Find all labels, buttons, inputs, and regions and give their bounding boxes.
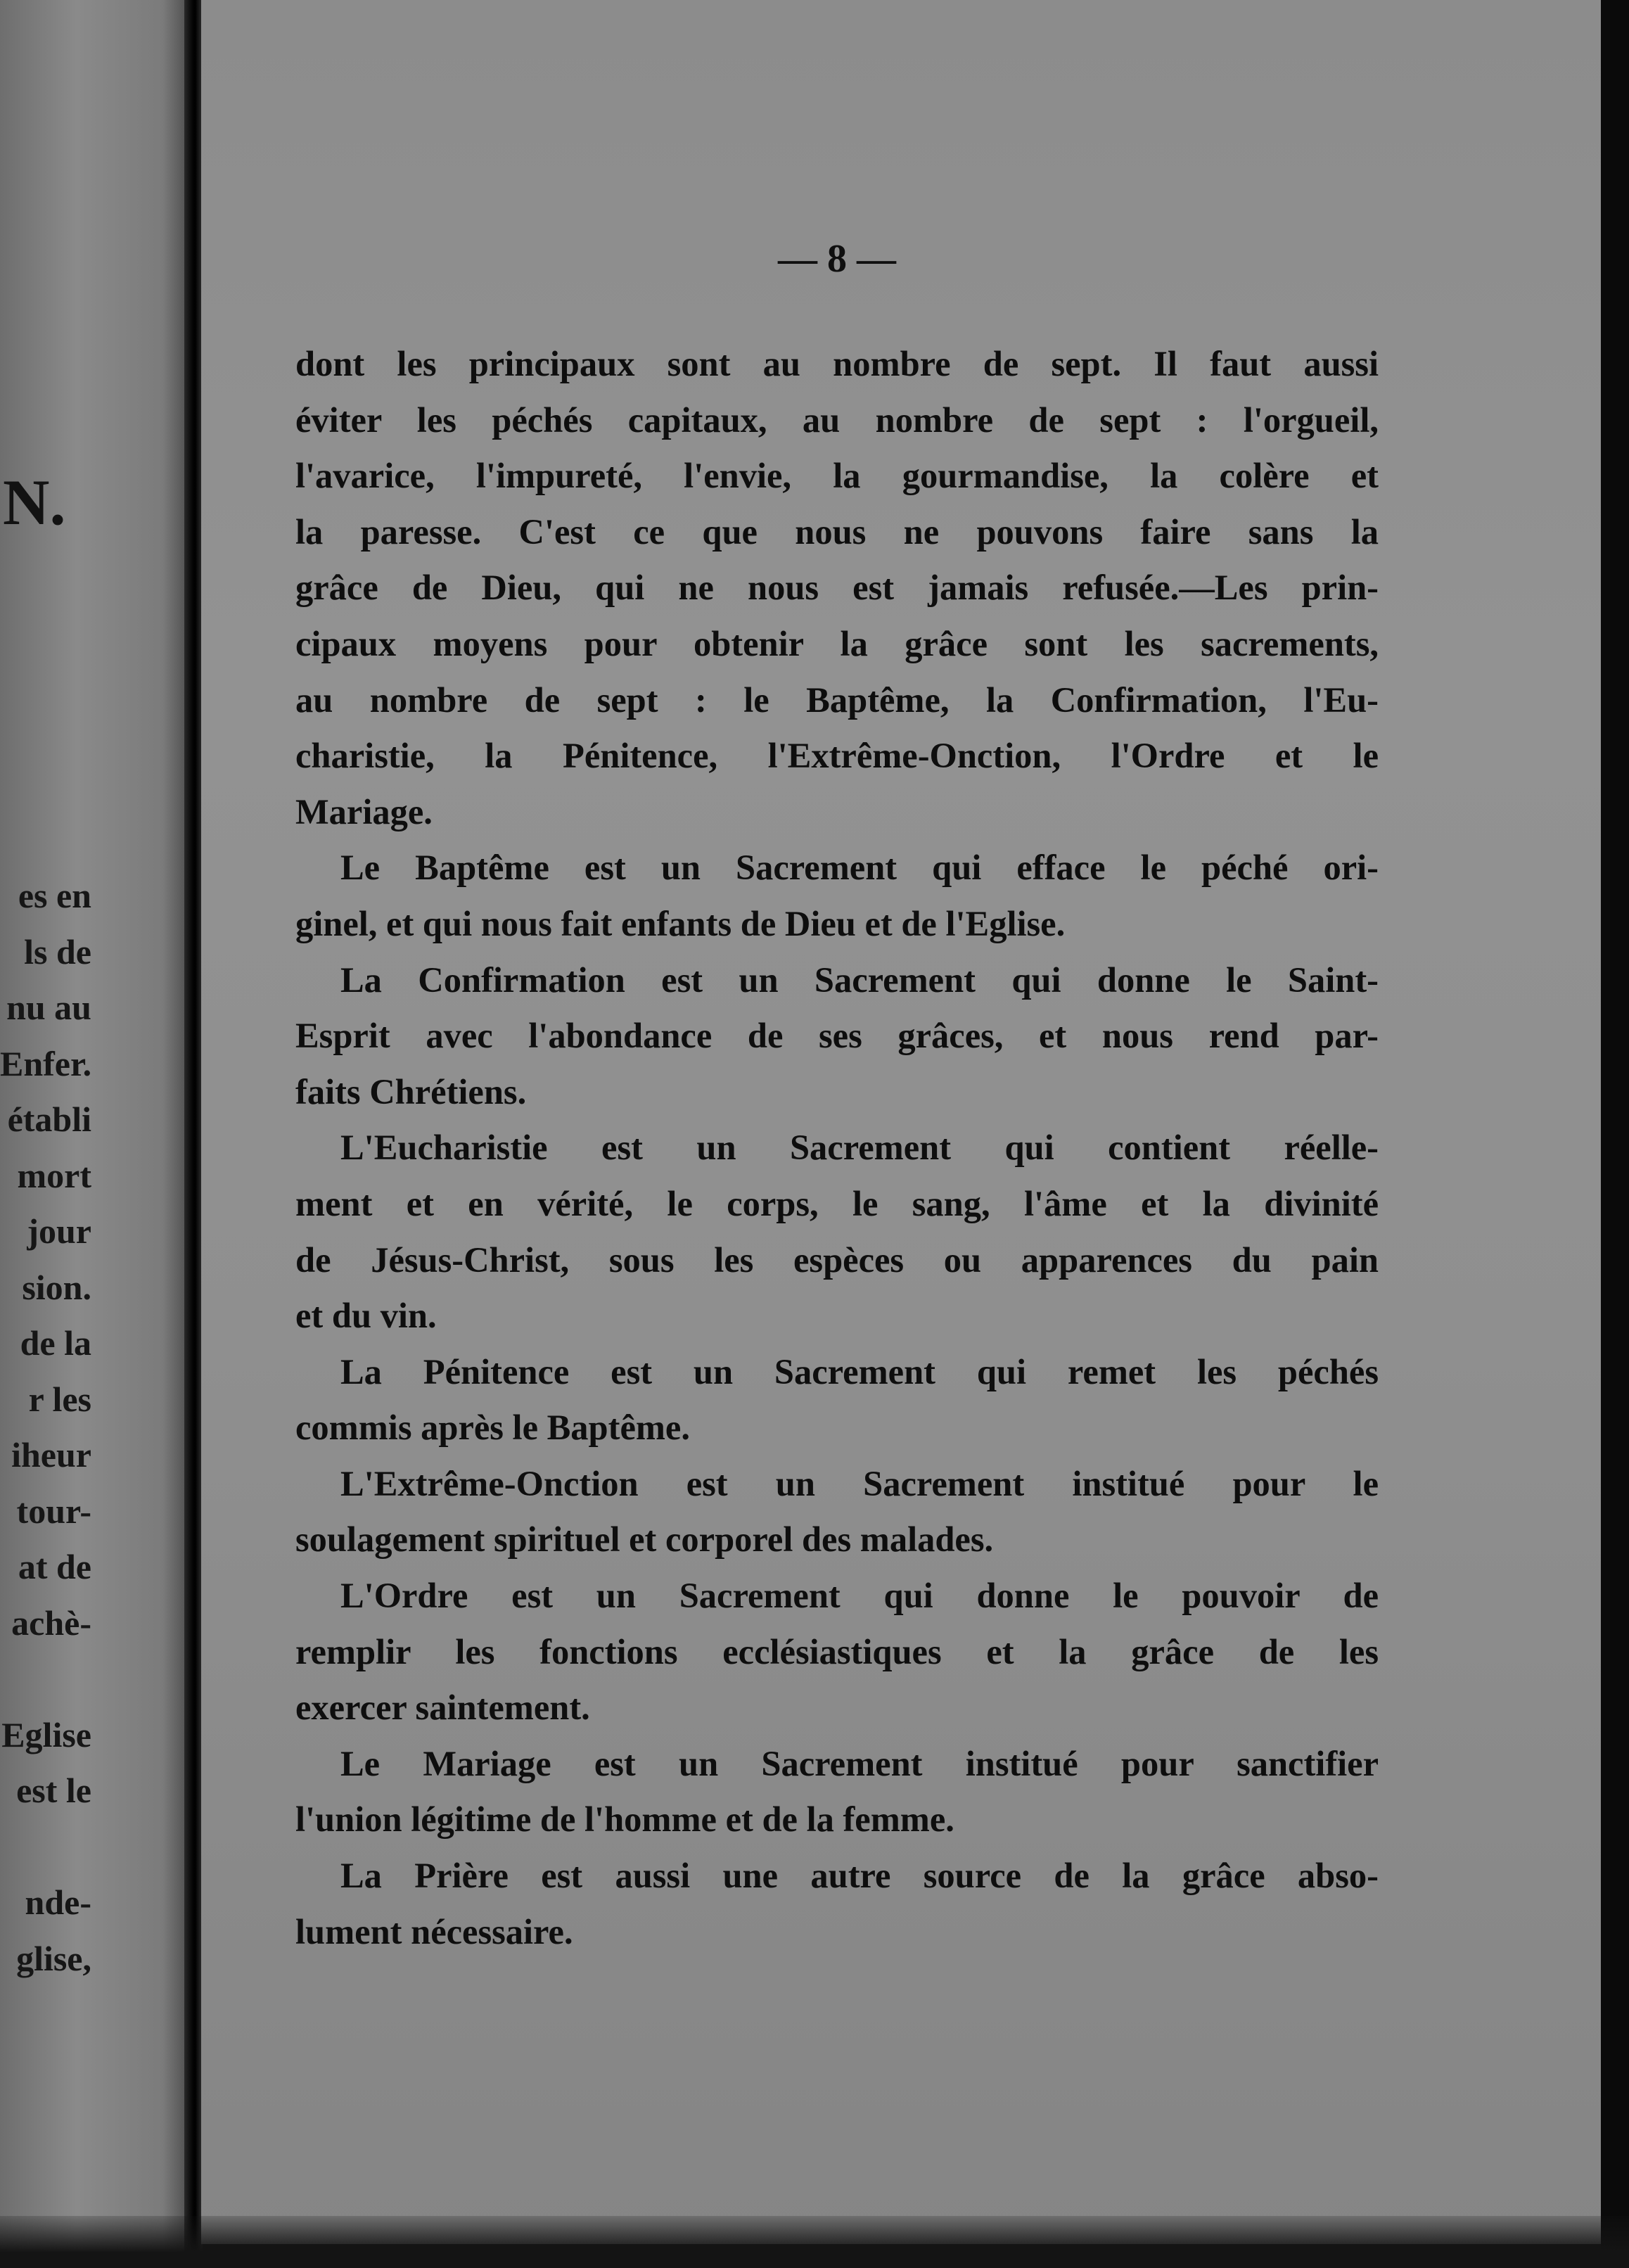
previous-page-line-fragment: sion. [22, 1267, 91, 1307]
text-line: remplir les fonctions ecclésiastiques et la grâce de les [295, 1631, 1379, 1671]
text-line: de Jésus-Christ, sous les espèces ou apparences du pain [295, 1240, 1379, 1280]
previous-page-line-fragment: achè- [11, 1603, 91, 1643]
body-text [295, 336, 1379, 1960]
text-line: La Confirmation est un Sacrement qui donne le Saint- [340, 960, 1379, 1000]
text-line: faits Chrétiens. [295, 1071, 527, 1111]
text-line: l'union légitime de l'homme et de la femme. [295, 1799, 954, 1840]
previous-page-line-fragment: nu au [6, 988, 91, 1027]
text-line: soulagement spirituel et corporel des malades. [295, 1520, 994, 1560]
text-line: La Prière est aussi une autre source de la grâce abso- [340, 1856, 1379, 1896]
text-line: la paresse. C'est ce que nous ne pouvons faire sans la [295, 511, 1379, 552]
paragraph [295, 1120, 1379, 1344]
text-line: lument nécessaire. [295, 1911, 573, 1951]
text-line: Mariage. [295, 791, 433, 832]
previous-page-line-fragment: r les [28, 1379, 91, 1419]
previous-page-text [0, 0, 184, 2268]
previous-page-line-fragment: Eglise [1, 1714, 91, 1754]
paragraph [295, 953, 1379, 1121]
text-line: ment et en vérité, le corps, le sang, l'âme et la divinité [295, 1183, 1379, 1223]
previous-page-line-fragment: glise, [16, 1938, 91, 1978]
paragraph [295, 840, 1379, 952]
page-right-edge [1601, 0, 1629, 2268]
previous-page-line-fragment: est le [16, 1771, 91, 1810]
text-line: L'Extrême-Onction est un Sacrement institué pour le [340, 1463, 1379, 1503]
paragraph [295, 1736, 1379, 1848]
text-line: Le Baptême est un Sacrement qui efface le péché ori- [340, 848, 1379, 888]
text-line: l'avarice, l'impureté, l'envie, la gourmandise, la colère et [295, 456, 1379, 496]
previous-page-line-fragment: tour- [16, 1491, 91, 1531]
previous-page-line-fragment: mort [17, 1155, 91, 1195]
previous-page-line-fragment: es en [18, 876, 91, 915]
text-line: L'Eucharistie est un Sacrement qui contient réelle- [340, 1128, 1379, 1168]
text-line: Le Mariage est un Sacrement institué pour sanctifier [340, 1743, 1379, 1783]
previous-page-line-fragment: Enfer. [0, 1043, 92, 1083]
text-line: éviter les péchés capitaux, au nombre de sept : l'orgueil, [295, 400, 1379, 440]
text-line: La Pénitence est un Sacrement qui remet les péchés [340, 1351, 1379, 1391]
previous-page-line-fragment: ls de [24, 931, 91, 971]
paragraph [295, 1568, 1379, 1736]
text-line: commis après le Baptême. [295, 1408, 690, 1448]
previous-page-heading-fragment: N. [3, 466, 66, 538]
previous-page-line-fragment: de la [20, 1323, 91, 1363]
text-line: dont les principaux sont au nombre de sept. Il faut aussi [295, 344, 1379, 383]
paragraph [295, 1456, 1379, 1568]
paragraph [295, 1344, 1379, 1456]
previous-page-line-fragment: nde- [25, 1882, 91, 1922]
previous-page-line-fragment: jour [27, 1211, 91, 1251]
text-line: L'Ordre est un Sacrement qui donne le pouvoir de [340, 1576, 1379, 1616]
page-bottom-edge [0, 2216, 1629, 2268]
text-line: au nombre de sept : le Baptême, la Confirmation, l'Eu- [295, 680, 1379, 720]
previous-page-line-fragment: at de [18, 1547, 91, 1586]
text-line: ginel, et qui nous fait enfants de Dieu et de l'Eglise. [295, 903, 1066, 943]
previous-page-line-fragment: iheur [11, 1435, 91, 1474]
text-line: et du vin. [295, 1296, 437, 1336]
text-line: grâce de Dieu, qui ne nous est jamais refusée.—Les prin- [295, 568, 1379, 608]
paragraph [295, 336, 1379, 840]
text-line: cipaux moyens pour obtenir la grâce sont les sacrements, [295, 623, 1379, 663]
text-line: Esprit avec l'abondance de ses grâces, et nous rend par- [295, 1016, 1379, 1056]
page-number: — 8 — [778, 237, 896, 281]
paragraph [295, 1848, 1379, 1960]
text-line: exercer saintement. [295, 1688, 590, 1728]
text-line: charistie, la Pénitence, l'Extrême-Onction, l'Ordre et le [295, 736, 1379, 776]
book-gutter [184, 0, 203, 2268]
previous-page-line-fragment: établi [7, 1100, 91, 1139]
